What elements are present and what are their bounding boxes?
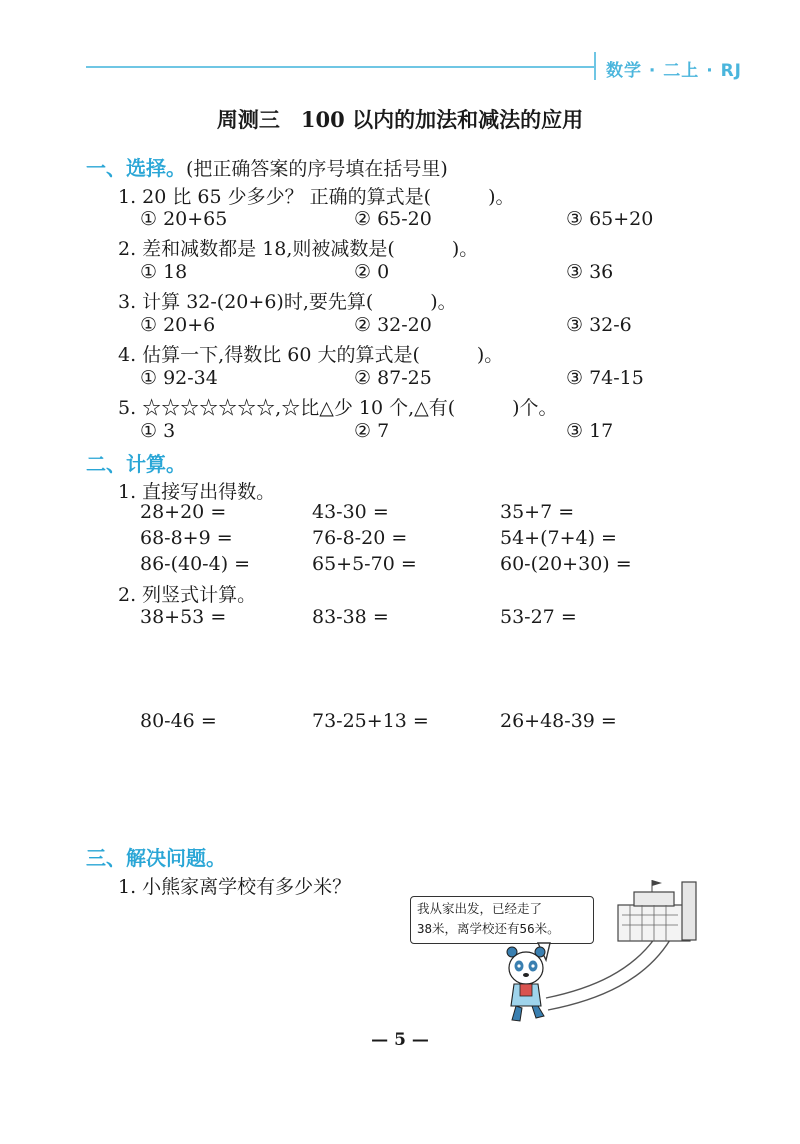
vertical-calc-item: 38+53 = — [140, 606, 227, 628]
question-4: 4. 估算一下,得数比 60 大的算式是( )。 — [118, 344, 504, 366]
speech-bubble-line-2: 38米，离学校还有56米。 — [417, 921, 560, 936]
panda-character-icon — [507, 947, 545, 1021]
section-problems-heading: 三、解决问题。 — [86, 846, 226, 870]
section-calculation — [86, 448, 186, 477]
vertical-calc-item: 80-46 = — [140, 710, 217, 732]
q1-option-1: ① 20+65 — [140, 208, 228, 230]
direct-calc-item: 43-30 = — [312, 501, 389, 523]
direct-calc-item: 28+20 = — [140, 501, 227, 523]
section-calculation-heading: 二、计算。 — [86, 452, 186, 476]
section-choice-note: (把正确答案的序号填在括号里) — [186, 158, 448, 180]
direct-calc-item: 76-8-20 = — [312, 527, 408, 549]
q3-option-2: ② 32-20 — [354, 314, 432, 336]
header-rule — [86, 66, 596, 68]
road-path — [548, 940, 670, 1010]
section-problems — [86, 842, 226, 871]
q3-option-1: ① 20+6 — [140, 314, 216, 336]
road-path-edge — [546, 938, 655, 998]
direct-calc-item: 86-(40-4) = — [140, 553, 251, 575]
q1-option-2: ② 65-20 — [354, 208, 432, 230]
q2-option-3: ③ 36 — [566, 261, 614, 283]
question-5: 5. ☆☆☆☆☆☆☆,☆比△少 10 个,△有( )个。 — [118, 397, 558, 419]
question-1: 1. 20 比 65 少多少？ 正确的算式是( )。 — [118, 186, 515, 208]
q5-option-2: ② 7 — [354, 420, 390, 442]
direct-calc-item: 54+(7+4) = — [500, 527, 617, 549]
section-choice-heading: 一、选择。 — [86, 156, 186, 180]
q4-option-2: ② 87-25 — [354, 367, 432, 389]
illustration — [400, 880, 720, 1030]
q4-option-3: ③ 74-15 — [566, 367, 644, 389]
speech-bubble-line-1: 我从家出发，已经走了 — [417, 901, 543, 916]
vertical-calc-item: 73-25+13 = — [312, 710, 429, 732]
direct-calc-item: 65+5-70 = — [312, 553, 417, 575]
q3-option-3: ③ 32-6 — [566, 314, 632, 336]
problem-1: 1. 小熊家离学校有多少米？ — [118, 876, 352, 898]
vertical-calc-item: 83-38 = — [312, 606, 389, 628]
direct-calc-instruction: 1. 直接写出得数。 — [118, 481, 276, 503]
q1-option-3: ③ 65+20 — [566, 208, 654, 230]
q5-option-1: ① 3 — [140, 420, 176, 442]
q2-option-1: ① 18 — [140, 261, 188, 283]
q2-option-2: ② 0 — [354, 261, 390, 283]
vertical-calc-item: 53-27 = — [500, 606, 577, 628]
direct-calc-item: 35+7 = — [500, 501, 575, 523]
question-2: 2. 差和减数都是 18,则被减数是( )。 — [118, 238, 479, 260]
header-divider — [594, 52, 596, 80]
header-book-label: 数学 · 二上 · RJ — [606, 61, 743, 81]
vertical-calc-instruction: 2. 列竖式计算。 — [118, 584, 257, 606]
q5-option-3: ③ 17 — [566, 420, 614, 442]
page-number: — 5 — — [371, 1030, 429, 1050]
section-choice — [86, 152, 448, 181]
page-title: 周测三 100 以内的加法和减法的应用 — [216, 107, 584, 132]
question-3: 3. 计算 32-(20+6)时,要先算( )。 — [118, 291, 457, 313]
vertical-calc-item: 26+48-39 = — [500, 710, 617, 732]
school-building-icon — [618, 880, 696, 941]
direct-calc-item: 68-8+9 = — [140, 527, 233, 549]
q4-option-1: ① 92-34 — [140, 367, 218, 389]
direct-calc-item: 60-(20+30) = — [500, 553, 632, 575]
